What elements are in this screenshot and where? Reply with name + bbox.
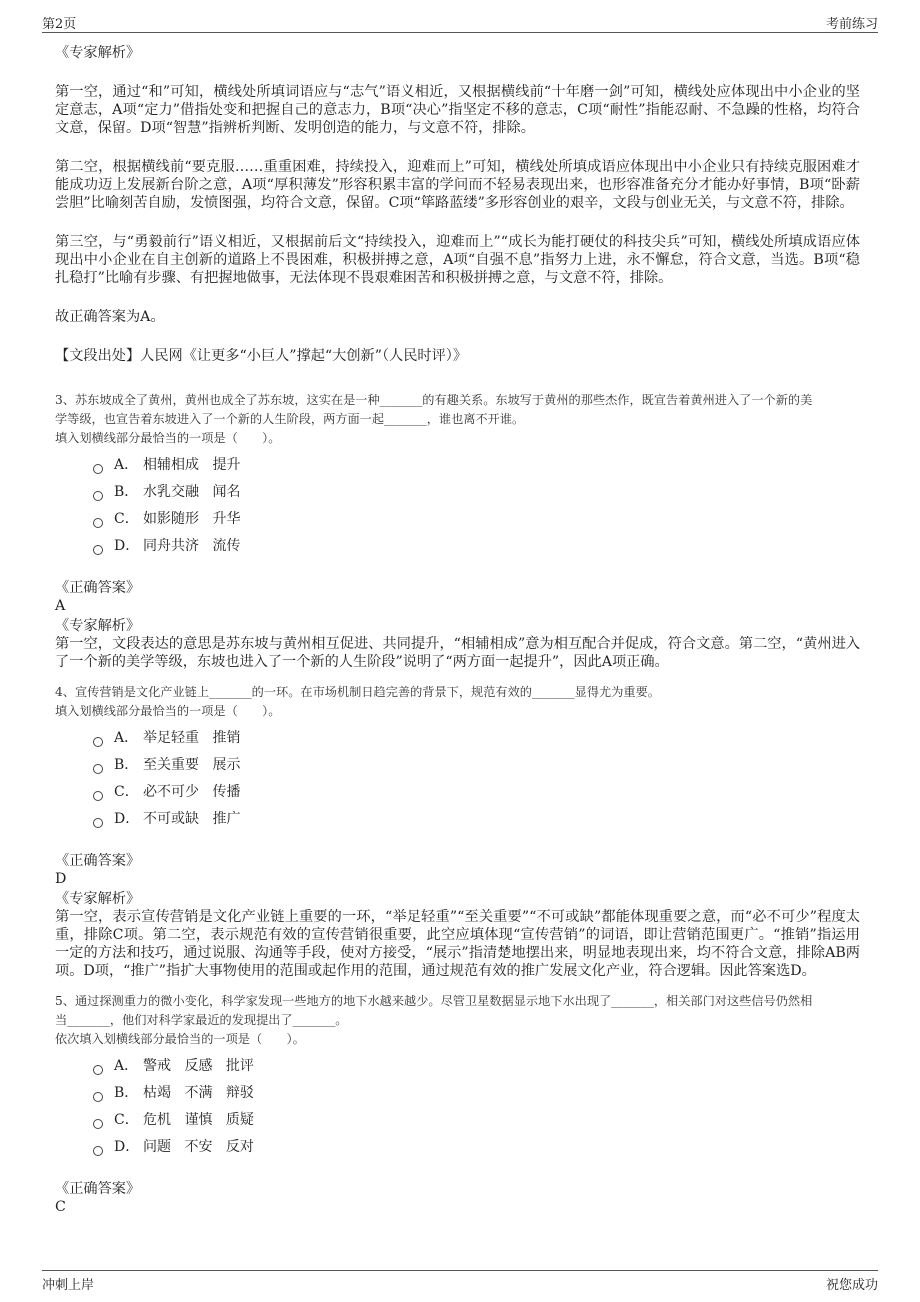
option-c[interactable]: C． 如影随形 升华 xyxy=(93,506,860,533)
analysis-paragraph-2: 第二空，根据横线前“要克服……重重困难，持续投入，迎难而上”可知，横线处所填成语应体现出中小企业只有持续克服困难才能成功迈上发展新台阶之意，A项“厚积薄发”形容积累丰富的学问而不轻易表现出来，也形容准备充分才能办好事情，B项“卧薪尝胆”比喻刻苦自励，发愤图强，均符合文意，保留。C项“筚路蓝缕”多形容创业的艰辛，文段与创业无关，与文意不符，排除。 xyxy=(55,159,860,211)
question-stem: 5、通过探测重力的微小变化，科学家发现一些地方的地下水越来越少。尽管卫星数据显示地下水出现了_______，相关部门对这些信号仍然相 xyxy=(55,994,813,1008)
radio-icon[interactable] xyxy=(93,1119,103,1129)
correct-answer-label: 《正确答案》 xyxy=(55,1181,141,1197)
option-b[interactable]: B． 至关重要 展示 xyxy=(93,752,860,779)
footer-right-text: 祝您成功 xyxy=(825,1278,878,1293)
question-stem: 学等级，也宣告着东坡进入了一个新的人生阶段，两方面一起_______，谁也离不开谁。 xyxy=(55,412,525,426)
option-a[interactable]: A． 举足轻重 推销 xyxy=(93,725,860,752)
option-d[interactable]: D． 不可或缺 推广 xyxy=(93,806,860,833)
correct-answer: C xyxy=(55,1199,66,1215)
radio-icon[interactable] xyxy=(93,518,103,528)
radio-icon[interactable] xyxy=(93,737,103,747)
radio-icon[interactable] xyxy=(93,1065,103,1075)
option-a[interactable]: A． 相辅相成 提升 xyxy=(93,452,860,479)
answer-conclusion: 故正确答案为A。 xyxy=(55,309,165,325)
radio-icon[interactable] xyxy=(93,791,103,801)
option-b[interactable]: B． 枯竭 不满 辩驳 xyxy=(93,1080,860,1107)
option-a[interactable]: A． 警戒 反感 批评 xyxy=(93,1053,860,1080)
radio-icon[interactable] xyxy=(93,764,103,774)
question-stem: 4、宣传营销是文化产业链上_______的一环。在市场机制日趋完善的背景下，规范有效的_______显得尤为重要。 xyxy=(55,685,660,699)
analysis-label: 《专家解析》 xyxy=(55,618,141,634)
question-stem: 当_______，他们对科学家最近的发现提出了_______。 xyxy=(55,1013,348,1027)
question-instruction: 填入划横线部分最恰当的一项是（ ）。 xyxy=(55,704,281,718)
question-instruction: 依次填入划横线部分最恰当的一项是（ ）。 xyxy=(55,1032,305,1046)
option-b[interactable]: B． 水乳交融 闻名 xyxy=(93,479,860,506)
analysis-paragraph-3: 第三空，与“勇毅前行”语义相近，又根据前后文“持续投入，迎难而上”“成长为能打硬仗的科技尖兵”可知，横线处所填成语应体现出中小企业在自主创新的道路上不畏困难，积极拼搏之意，A项“自强不息”指努力上进，永不懈怠，符合文意，当选。B项“稳扎稳打”比喻有步骤、有把握地做事，无法体现不畏艰难困苦和积极拼搏之意，与文意不符，排除。 xyxy=(55,234,860,286)
analysis-text: 第一空，文段表达的意思是苏东坡与黄州相互促进、共同提升，“相辅相成”意为相互配合并促成，符合文意。第二空，“黄州进入了一个新的美学等级，东坡也进入了一个新的人生阶段”说明了“两方面一起提升”，因此A项正确。 xyxy=(55,636,860,670)
option-c[interactable]: C． 必不可少 传播 xyxy=(93,779,860,806)
question-instruction: 填入划横线部分最恰当的一项是（ ）。 xyxy=(55,431,281,445)
footer-left-text: 冲刺上岸 xyxy=(42,1278,95,1293)
correct-answer-label: 《正确答案》 xyxy=(55,853,141,869)
page-number: 第2页 xyxy=(42,17,77,32)
radio-icon[interactable] xyxy=(93,464,103,474)
options-list xyxy=(93,1053,860,1161)
analysis-text: 第一空，表示宣传营销是文化产业链上重要的一环，“举足轻重”“至关重要”“不可或缺”都能体现重要之意，而“必不可少”程度太重，排除C项。第二空，表示规范有效的宣传营销很重要，此空应填体现“宣传营销”的词语，即让营销范围更广。“推销”指运用一定的方法和技巧，通过说服、沟通等手段，使对方接受，“展示”指清楚地摆出来，明显地表现出来，均不符合文意，排除AB两项。D项，“推广”指扩大事物使用的范围或起作用的范围，通过规范有效的推广发展文化产业，符合逻辑。因此答案选D。 xyxy=(55,909,860,979)
passage-source: 【文段出处】人民网《让更多“小巨人”撑起“大创新”（人民时评）》 xyxy=(55,348,468,364)
analysis-paragraph-1: 第一空，通过“和”可知，横线处所填词语应与“志气”语义相近，又根据横线前“十年磨一剑”可知，横线处应体现出中小企业的坚定意志，A项“定力”借指处变和把握自己的意志力，B项“决心”指坚定不移的意志，C项“耐性”指能忍耐、不急躁的性格，均符合文意，保留。D项“智慧”指辨析判断、发明创造的能力，与文意不符，排除。 xyxy=(55,84,860,136)
radio-icon[interactable] xyxy=(93,818,103,828)
radio-icon[interactable] xyxy=(93,491,103,501)
page-content xyxy=(55,44,860,1216)
correct-answer: A xyxy=(55,598,66,614)
correct-answer: D xyxy=(55,871,67,887)
page-header xyxy=(42,0,878,33)
analysis-label: 《专家解析》 xyxy=(55,45,141,61)
analysis-label: 《专家解析》 xyxy=(55,891,141,907)
radio-icon[interactable] xyxy=(93,545,103,555)
options-list xyxy=(93,725,860,833)
page-footer xyxy=(42,1270,878,1293)
option-d[interactable]: D． 问题 不安 反对 xyxy=(93,1134,860,1161)
header-title: 考前练习 xyxy=(825,17,878,32)
radio-icon[interactable] xyxy=(93,1146,103,1156)
option-d[interactable]: D． 同舟共济 流传 xyxy=(93,533,860,560)
question-stem: 3、苏东坡成全了黄州，黄州也成全了苏东坡，这实在是一种_______的有趣关系。东坡写于黄州的那些杰作，既宣告着黄州进入了一个新的美 xyxy=(55,393,813,407)
radio-icon[interactable] xyxy=(93,1092,103,1102)
option-c[interactable]: C． 危机 谨慎 质疑 xyxy=(93,1107,860,1134)
question-3 xyxy=(55,391,860,671)
question-4 xyxy=(55,683,860,980)
question-5 xyxy=(55,992,860,1216)
correct-answer-label: 《正确答案》 xyxy=(55,580,141,596)
options-list xyxy=(93,452,860,560)
